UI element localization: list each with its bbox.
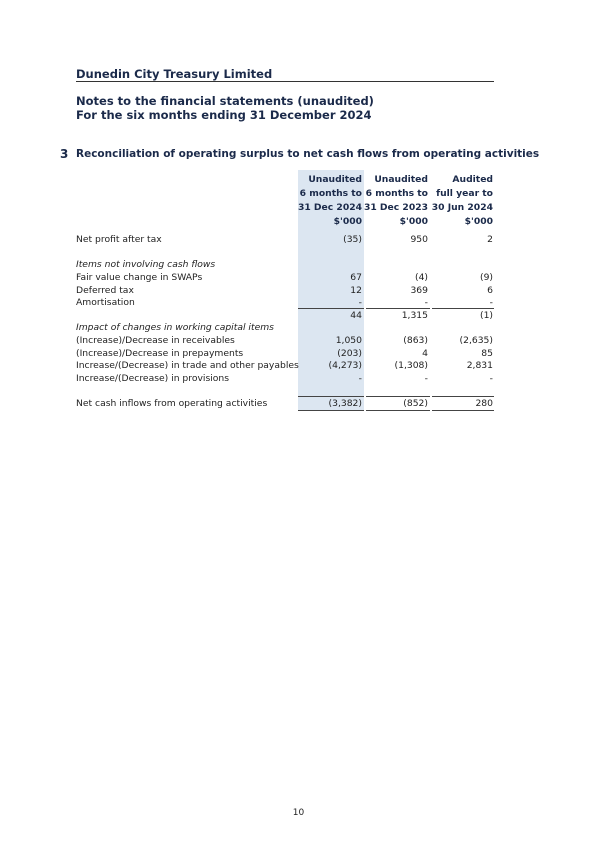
cell-fv-swaps-full-year: (9) bbox=[479, 272, 493, 283]
cell-payables-current: (4,273) bbox=[328, 360, 362, 371]
column-unit: $'000 bbox=[399, 216, 428, 227]
row-label-amortisation: Amortisation bbox=[76, 297, 135, 308]
cell-provisions-prior: - bbox=[424, 373, 428, 384]
column-date: 30 Jun 2024 bbox=[431, 202, 493, 213]
column-period: 6 months to bbox=[365, 188, 428, 199]
column-unit: $'000 bbox=[464, 216, 493, 227]
cell-net-cash-prior: (852) bbox=[403, 398, 428, 409]
cell-provisions-full-year: - bbox=[489, 373, 493, 384]
cell-payables-prior: (1,308) bbox=[394, 360, 428, 371]
cell-subtotal-current: 44 bbox=[350, 310, 362, 321]
header-divider bbox=[76, 81, 494, 82]
column-period: 6 months to bbox=[299, 188, 362, 199]
subtotal-rule bbox=[432, 308, 494, 309]
total-rule-bottom bbox=[298, 410, 364, 411]
page-number: 10 bbox=[292, 808, 305, 818]
section-number: 3 bbox=[60, 147, 69, 161]
column-status: Audited bbox=[452, 174, 493, 185]
cell-amortisation-current: - bbox=[358, 297, 362, 308]
subtotal-rule bbox=[298, 308, 364, 309]
total-rule-top bbox=[432, 396, 494, 397]
total-rule-bottom bbox=[366, 410, 430, 411]
page-subtitle: For the six months ending 31 December 2024 bbox=[76, 108, 372, 122]
column-date: 31 Dec 2024 bbox=[297, 202, 362, 213]
cell-payables-full-year: 2,831 bbox=[466, 360, 493, 371]
page-title: Notes to the financial statements (unaudited) bbox=[76, 94, 374, 108]
cell-receivables-full-year: (2,635) bbox=[459, 335, 493, 346]
total-rule-top bbox=[298, 396, 364, 397]
cell-receivables-current: 1,050 bbox=[335, 335, 362, 346]
row-label-payables: Increase/(Decrease) in trade and other payables bbox=[76, 360, 299, 371]
cell-deferred-tax-prior: 369 bbox=[410, 285, 428, 296]
cell-amortisation-prior: - bbox=[424, 297, 428, 308]
cell-deferred-tax-full-year: 6 bbox=[487, 285, 493, 296]
cell-amortisation-full-year: - bbox=[489, 297, 493, 308]
row-label-prepayments: (Increase)/Decrease in prepayments bbox=[76, 348, 244, 359]
column-header-full-year bbox=[428, 173, 493, 228]
total-rule-bottom bbox=[432, 410, 494, 411]
company-name: Dunedin City Treasury Limited bbox=[76, 67, 273, 81]
row-label-receivables: (Increase)/Decrease in receivables bbox=[76, 335, 235, 346]
cell-prepayments-current: (203) bbox=[337, 348, 362, 359]
column-date: 31 Dec 2023 bbox=[363, 202, 428, 213]
cell-subtotal-prior: 1,315 bbox=[401, 310, 428, 321]
cell-provisions-current: - bbox=[358, 373, 362, 384]
cell-fv-swaps-prior: (4) bbox=[414, 272, 428, 283]
row-label-net-profit: Net profit after tax bbox=[76, 234, 162, 245]
cell-net-cash-current: (3,382) bbox=[328, 398, 362, 409]
column-header-current bbox=[290, 173, 362, 228]
row-label-deferred-tax: Deferred tax bbox=[76, 285, 134, 296]
cell-subtotal-full-year: (1) bbox=[479, 310, 493, 321]
cell-prepayments-full-year: 85 bbox=[481, 348, 493, 359]
cell-net-profit-current: (35) bbox=[343, 234, 362, 245]
column-status: Unaudited bbox=[374, 174, 428, 185]
cell-deferred-tax-current: 12 bbox=[350, 285, 362, 296]
row-label-fv-swaps: Fair value change in SWAPs bbox=[76, 272, 203, 283]
subheading-non-cash-items: Items not involving cash flows bbox=[76, 259, 216, 270]
cell-net-profit-full-year: 2 bbox=[487, 234, 493, 245]
cell-prepayments-prior: 4 bbox=[422, 348, 428, 359]
row-label-provisions: Increase/(Decrease) in provisions bbox=[76, 373, 230, 384]
subheading-working-capital: Impact of changes in working capital items bbox=[76, 322, 274, 333]
cell-fv-swaps-current: 67 bbox=[350, 272, 362, 283]
column-header-prior bbox=[358, 173, 428, 228]
subtotal-rule bbox=[366, 308, 430, 309]
row-label-net-cash: Net cash inflows from operating activities bbox=[76, 398, 268, 409]
section-title: Reconciliation of operating surplus to net cash flows from operating activities bbox=[76, 148, 540, 160]
cell-net-cash-full-year: 280 bbox=[475, 398, 493, 409]
column-period: full year to bbox=[436, 188, 493, 199]
cell-receivables-prior: (863) bbox=[403, 335, 428, 346]
total-rule-top bbox=[366, 396, 430, 397]
column-unit: $'000 bbox=[333, 216, 362, 227]
column-status: Unaudited bbox=[308, 174, 362, 185]
cell-net-profit-prior: 950 bbox=[410, 234, 428, 245]
